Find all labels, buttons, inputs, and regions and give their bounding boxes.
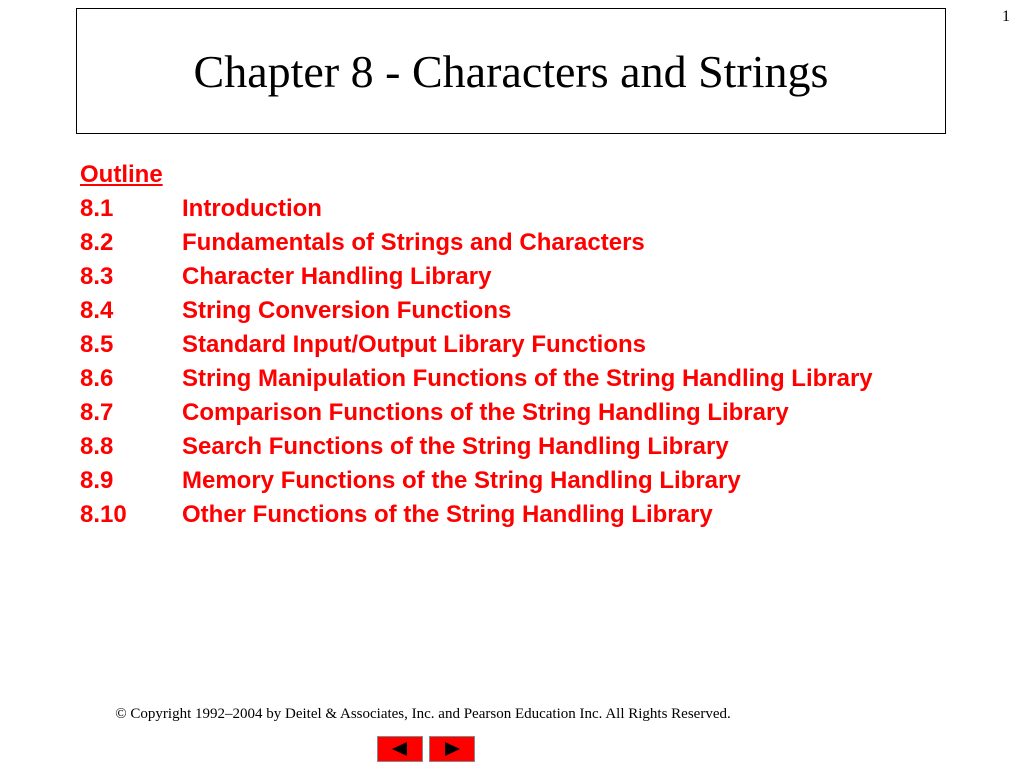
outline-item [80,328,920,362]
outline-item [80,464,920,498]
outline-item-text: Other Functions of the String Handling Library [182,501,713,528]
outline-item-number: 8.8 [80,433,114,460]
triangle-left-icon [385,740,415,758]
outline-list [80,192,920,532]
outline-item-text: Introduction [182,195,322,222]
outline-item-number: 8.6 [80,365,114,392]
slide-number: 1 [1002,8,1010,25]
outline-item [80,192,920,226]
outline-item [80,226,920,260]
outline-item-text: Fundamentals of Strings and Characters [182,229,645,256]
triangle-right-icon [437,740,467,758]
outline-item-text: Character Handling Library [182,263,492,290]
outline-item-text: String Conversion Functions [182,297,512,324]
outline-item [80,260,920,294]
outline [80,158,920,532]
outline-item-text: Search Functions of the String Handling Library [182,433,729,460]
outline-item-number: 8.9 [80,467,114,494]
outline-item-text: Standard Input/Output Library Functions [182,331,646,358]
outline-item-number: 8.4 [80,297,114,324]
copyright-notice: © Copyright 1992–2004 by Deitel & Associates, Inc. and Pearson Education Inc. All Rights Reserved. [115,706,731,722]
outline-item-text: Memory Functions of the String Handling Library [182,467,741,494]
slide-title: Chapter 8 - Characters and Strings [193,45,829,97]
outline-item [80,294,920,328]
outline-item-text: String Manipulation Functions of the String Handling Library [182,365,873,392]
outline-item [80,396,920,430]
slide-navigation [377,736,475,762]
outline-item-number: 8.3 [80,263,114,290]
outline-item-text: Comparison Functions of the String Handling Library [182,399,789,426]
outline-item [80,362,920,396]
outline-item-number: 8.5 [80,331,114,358]
previous-slide-button[interactable] [377,736,423,762]
next-slide-button[interactable] [429,736,475,762]
outline-item [80,430,920,464]
title-box [76,8,946,134]
outline-item-number: 8.2 [80,229,114,256]
outline-item-number: 8.7 [80,399,114,426]
outline-item [80,498,920,532]
outline-item-number: 8.10 [80,501,127,528]
outline-heading: Outline [80,161,163,188]
outline-item-number: 8.1 [80,195,114,222]
